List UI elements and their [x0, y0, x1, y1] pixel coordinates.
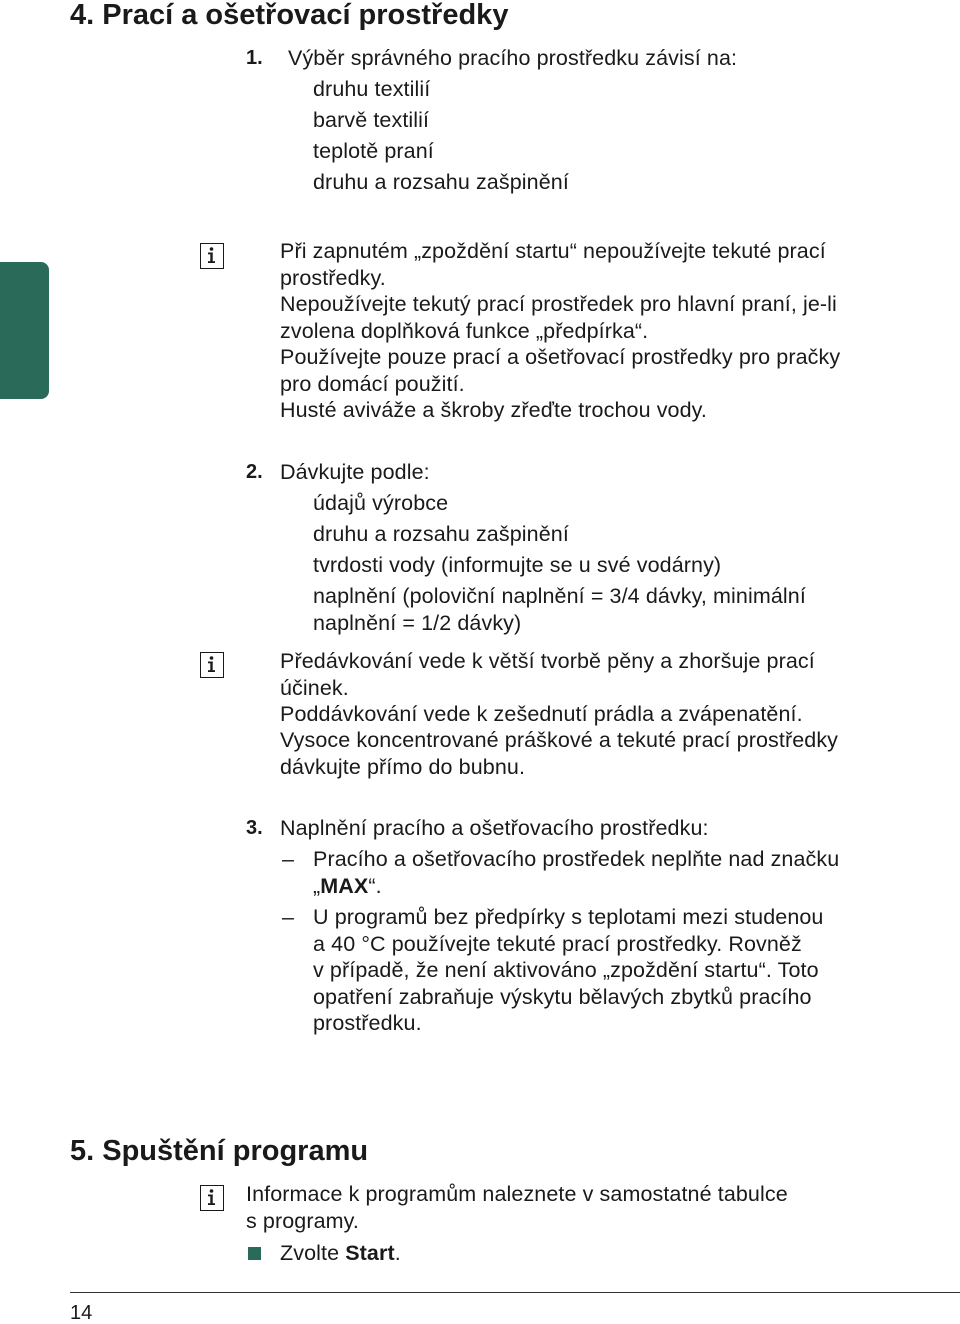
note-2-item-line: Předávkování vede k větší tvorbě pěny a zhoršuje prací [280, 649, 815, 673]
close-quote: “. [368, 873, 382, 898]
info-icon [200, 243, 224, 269]
step-3-item-2-line-3: v případě, že není aktivováno „zpoždění startu“. Toto [313, 958, 819, 982]
note-1-item-line: Nepoužívejte tekutý prací prostředek pro hlavní praní, je-li [280, 292, 837, 316]
step-2-item [313, 490, 960, 517]
step-2-item-line: naplnění = 1/2 dávky) [313, 610, 522, 635]
note-2-item [280, 727, 940, 780]
note-2-item-line: Poddávkování vede k zešednutí prádla a zvápenatění. [280, 702, 803, 726]
section-5-title: 5. Spuštění programu [70, 1135, 369, 1167]
note-1-item-line: zvolena doplňková funkce „předpírka“. [280, 318, 649, 343]
page-number: 14 [70, 1302, 93, 1324]
note-1-item [280, 397, 940, 424]
note-2-item-line: Vysoce koncentrované práškové a tekuté prací prostředky [280, 728, 839, 752]
note-2-item [280, 701, 940, 728]
footer-rule [70, 1292, 960, 1293]
step-prefix: Zvolte [280, 1241, 346, 1265]
step-suffix: . [394, 1241, 401, 1265]
step-3-text: Naplnění pracího a ošetřovacího prostředku: [280, 816, 709, 840]
step-3-item-2 [313, 904, 953, 1037]
step-3-number: 3. [246, 817, 263, 839]
section-5-info [246, 1181, 926, 1234]
step-1-text: Výběr správného pracího prostředku závisí na: [288, 46, 738, 70]
note-2-item [280, 648, 940, 701]
step-2-number: 2. [246, 461, 263, 483]
note-1-item [280, 238, 940, 291]
step-1-item: druhu textilií [313, 77, 431, 101]
note-1-item-line: Při zapnutém „zpoždění startu“ nepoužívejte tekuté prací [280, 239, 826, 263]
step-1-item: barvě textilií [313, 108, 430, 132]
open-quote: „ [313, 873, 321, 898]
step-2-item-line: tvrdosti vody (informujte se u své vodárny) [313, 553, 722, 577]
step-1-item: teplotě praní [313, 139, 434, 163]
section-4-title: 4. Prací a ošetřovací prostředky [70, 0, 509, 31]
step-3-item-2-line-4: opatření zabraňuje výskytu bělavých zbytků pracího [313, 984, 812, 1009]
note-1-item-line: Používejte pouze prací a ošetřovací prostředky pro pračky [280, 345, 841, 369]
note-1-item [280, 344, 940, 397]
note-1-item-line: Husté aviváže a škroby zřeďte trochou vody. [280, 398, 708, 422]
step-3-item-2-line-2: a 40 °C používejte tekuté prací prostředky. Rovněž [313, 931, 802, 956]
dash-bullet: – [282, 905, 294, 929]
step-3-item-2-line-5: prostředku. [313, 1011, 422, 1035]
max-mark-label: MAX [320, 873, 369, 898]
start-label: Start [345, 1241, 395, 1265]
dash-bullet: – [282, 847, 294, 871]
note-2-item-line: dávkujte přímo do bubnu. [280, 754, 526, 779]
step-3-item-1-line-1: Pracího a ošetřovacího prostředek neplňte nad značku [313, 847, 840, 871]
info-icon [200, 1185, 224, 1211]
step-2-text: Dávkujte podle: [280, 460, 430, 484]
section-5-info-line-2: s programy. [246, 1208, 360, 1233]
step-2-item [313, 583, 960, 636]
section-5-step [280, 1240, 401, 1267]
step-2-item [313, 521, 960, 548]
step-2-item [313, 552, 960, 579]
note-2-item-line: účinek. [280, 675, 349, 700]
step-2-item-line: naplnění (poloviční naplnění = 3/4 dávky, minimální [313, 584, 806, 608]
square-bullet-icon [248, 1247, 261, 1260]
step-3-item-1-line-2 [313, 873, 933, 900]
note-1-item-line: pro domácí použití. [280, 371, 465, 396]
info-icon [200, 652, 224, 678]
step-3-item-1 [313, 846, 933, 899]
section-5-info-line-1: Informace k programům naleznete v samostatné tabulce [246, 1182, 788, 1206]
step-1-number: 1. [246, 47, 263, 69]
chapter-side-tab [0, 262, 49, 399]
step-3-item-2-line-1: U programů bez předpírky s teplotami mezi studenou [313, 905, 824, 929]
note-1-item-line: prostředky. [280, 265, 386, 290]
step-1-item: druhu a rozsahu zašpinění [313, 170, 569, 194]
step-2-item-line: druhu a rozsahu zašpinění [313, 522, 569, 546]
step-2-item-line: údajů výrobce [313, 491, 449, 515]
note-1-item [280, 291, 940, 344]
